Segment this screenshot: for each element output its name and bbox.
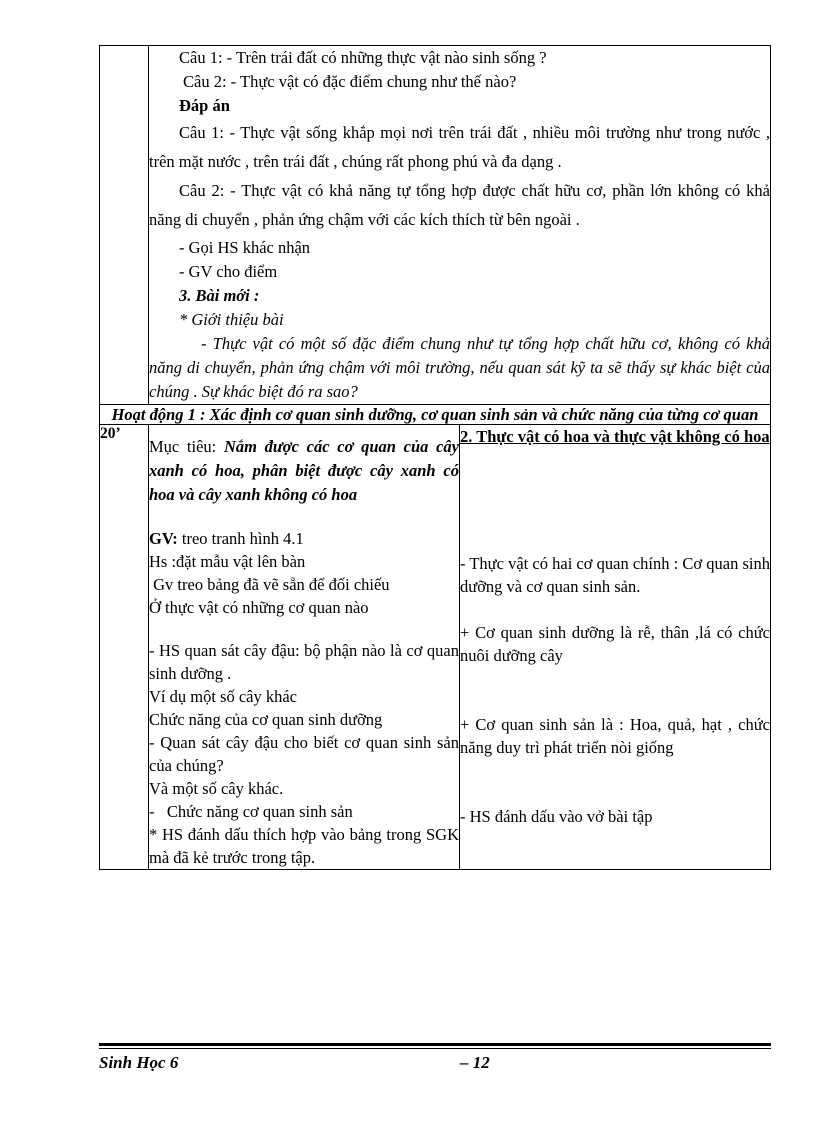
gv-score-line: - GV cho điểm bbox=[179, 262, 278, 281]
objective bbox=[149, 435, 459, 507]
right-para-2: + Cơ quan sinh dưỡng là rễ, thân ,lá có chức nuôi dưỡng cây bbox=[460, 623, 770, 665]
new-lesson-heading: 3. Bài mới : bbox=[179, 286, 260, 305]
gv-line bbox=[149, 527, 459, 550]
intro-lesson-label: * Giới thiệu bài bbox=[179, 310, 284, 329]
mid-line: Và một số cây khác. bbox=[149, 779, 284, 798]
footer-subject: Sinh Học 6 bbox=[99, 1053, 179, 1072]
activity-row bbox=[100, 425, 771, 870]
right-para-3: + Cơ quan sinh sản là : Hoa, quả, hạt , chức năng duy trì phát triển nòi giống bbox=[460, 715, 770, 757]
activity-time: 20’ bbox=[100, 425, 149, 870]
mid-line: Gv treo bảng đã vẽ sẵn để đối chiếu bbox=[149, 575, 390, 594]
mid-line: Hs :đặt mẫu vật lên bàn bbox=[149, 552, 306, 571]
footer-page-number: – 12 bbox=[460, 1053, 490, 1072]
answer-label: Đáp án bbox=[179, 96, 230, 115]
intro-content-cell bbox=[149, 46, 771, 405]
mid-para-mark: * HS đánh dấu thích hợp vào bảng trong SGK mà đã kẻ trước trong tập. bbox=[149, 825, 459, 867]
gv-text: treo tranh hình 4.1 bbox=[181, 529, 304, 548]
activity-heading-row bbox=[100, 405, 771, 425]
intro-time-cell bbox=[100, 46, 149, 405]
mid-line: Ví dụ một số cây khác bbox=[149, 687, 298, 706]
objective-text: Nắm được các cơ quan của cây xanh có hoa, phân biệt được cây xanh có hoa và cây xanh không có hoa bbox=[149, 437, 460, 504]
intro-row bbox=[100, 46, 771, 405]
mid-line: Ở thực vật có những cơ quan nào bbox=[149, 598, 369, 617]
lesson-table bbox=[99, 45, 771, 870]
footer-rule bbox=[99, 1043, 771, 1046]
section-title: 2. Thực vật có hoa và thực vật không có hoa bbox=[460, 427, 770, 446]
gv-label: GV: bbox=[149, 529, 178, 548]
teacher-activity-cell bbox=[149, 425, 460, 870]
answer-1: Câu 1: - Thực vật sống khắp mọi nơi trên trái đất , nhiều môi trường như trong nước , trên mặt nước , trên trái đất , chúng rất phong phú và đa dạng . bbox=[149, 123, 770, 171]
mid-para-hs: - HS quan sát cây đậu: bộ phận nào là cơ quan sinh dưỡng . bbox=[149, 641, 459, 683]
mid-line: Chức năng của cơ quan sinh dưỡng bbox=[149, 710, 383, 729]
right-para-4: - HS đánh dấu vào vở bài tập bbox=[460, 807, 653, 826]
call-hs-line: - Gọi HS khác nhận bbox=[179, 238, 311, 257]
mid-para-observe: - Quan sát cây đậu cho biết cơ quan sinh sản của chúng? bbox=[149, 733, 459, 775]
question-2: Câu 2: - Thực vật có đặc điểm chung như thế nào? bbox=[183, 72, 517, 91]
mid-line: - Chức năng cơ quan sinh sản bbox=[149, 802, 353, 821]
content-cell bbox=[460, 425, 771, 870]
answer-2: Câu 2: - Thực vật có khả năng tự tổng hợp được chất hữu cơ, phần lớn không có khả năng di chuyển , phản ứng chậm với các kích thích từ bên ngoài . bbox=[149, 181, 770, 229]
objective-label: Mục tiêu: bbox=[149, 437, 217, 456]
right-para-1: - Thực vật có hai cơ quan chính : Cơ quan sinh dưỡng và cơ quan sinh sản. bbox=[460, 554, 770, 596]
intro-lesson-text: - Thực vật có một số đặc điểm chung như tự tổng hợp chất hữu cơ, không có khả năng di chuyển, phản ứng chậm với môi trường, nếu quan sát kỹ ta sẽ thấy sự khác biệt của chúng . Sự khác biệt đó ra sao? bbox=[149, 334, 770, 401]
footer-rule-thin bbox=[99, 1048, 771, 1049]
question-1: Câu 1: - Trên trái đất có những thực vật nào sinh sống ? bbox=[179, 48, 547, 67]
activity-heading: Hoạt động 1 : Xác định cơ quan sinh dưỡng, cơ quan sinh sản và chức năng của từng cơ quan bbox=[100, 405, 771, 425]
